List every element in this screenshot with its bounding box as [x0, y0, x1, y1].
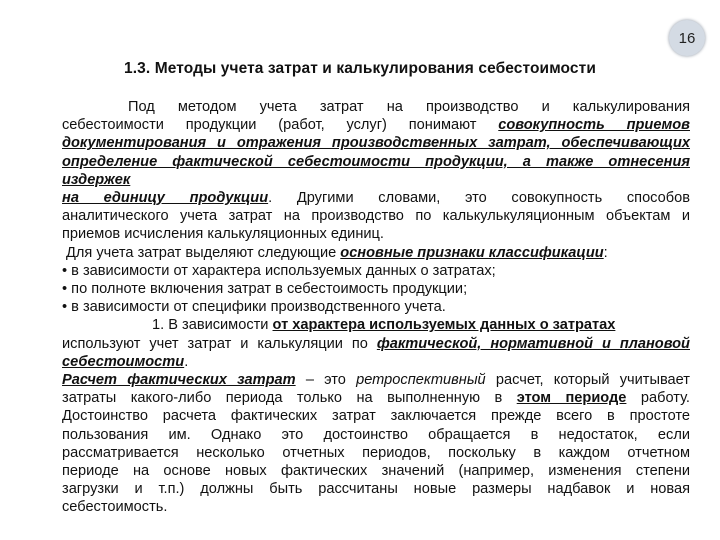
- p3-line-3: себестоимости.: [62, 353, 189, 370]
- key-term-actual-costs: Расчет фактических затрат: [62, 372, 296, 389]
- p4-line-6: периоде на основе новых фактических значений (например, изменения степени: [62, 463, 690, 480]
- body-text: [62, 98, 690, 517]
- p3-line-2: используют учет затрат и калькуляции по фактической, нормативной и плановой: [62, 335, 690, 352]
- p4-line-3: Достоинство расчета фактических затрат заключается прежде всего в простоте: [62, 408, 690, 425]
- p4-line-5: рассматривается несколько отчетных периодов, поскольку в каждом отчетном: [62, 444, 690, 461]
- key-term-set-of-techniques: совокупность приемов: [498, 117, 690, 134]
- p4-line-4: пользования им. Однако это достоинство обращается в недостаток, если: [62, 426, 690, 443]
- key-term-data-character: от характера используемых данных о затратах: [272, 317, 616, 334]
- p4-line-7: загрузки и т.п.) должны быть рассчитаны новые размеры надбавок и новая: [62, 481, 690, 498]
- page-number-badge: [669, 20, 705, 56]
- p1-line-4: определение фактической себестоимости продукции, а также отнесения издержек: [62, 153, 690, 188]
- page-number: 16: [678, 29, 696, 47]
- p1-line-1: Под методом учета затрат на производство и калькулирования: [128, 99, 690, 115]
- p1-line-5: на единицу продукции. Другими словами, это совокупность способов: [62, 190, 690, 207]
- bullet-item-2: • по полноте включения затрат в себестоимость продукции;: [62, 281, 468, 298]
- section-title: 1.3. Методы учета затрат и калькулирования себестоимости: [124, 60, 596, 77]
- bullet-item-3: • в зависимости от специфики производственного учета.: [62, 299, 446, 316]
- p1-line-2: себестоимости продукции (работ, услуг) понимают совокупность приемов: [62, 117, 690, 134]
- p4-line-2: затраты какого-либо периода только на выполненную в этом периоде работу.: [62, 390, 690, 407]
- bullet-item-1: • в зависимости от характера используемых данных о затратах;: [62, 262, 496, 279]
- p4-line-8: себестоимость.: [62, 499, 168, 516]
- p1-line-3: документирования и отражения производственных затрат, обеспечивающих: [62, 135, 690, 152]
- p1-line-6: аналитического учета затрат на производство по калькулькуляционным объектам и: [62, 208, 690, 225]
- p1-line-7: приемов исчисления калькуляционных единиц.: [62, 226, 384, 243]
- p4-line-1: Расчет фактических затрат – это ретроспективный расчет, который учитывает: [62, 372, 690, 389]
- p2-line-1: Для учета затрат выделяют следующие основные признаки классификации:: [66, 244, 608, 261]
- key-term-classification: основные признаки классификации: [340, 244, 604, 261]
- p3-line-1: 1. В зависимости от характера используемых данных о затратах: [152, 317, 616, 334]
